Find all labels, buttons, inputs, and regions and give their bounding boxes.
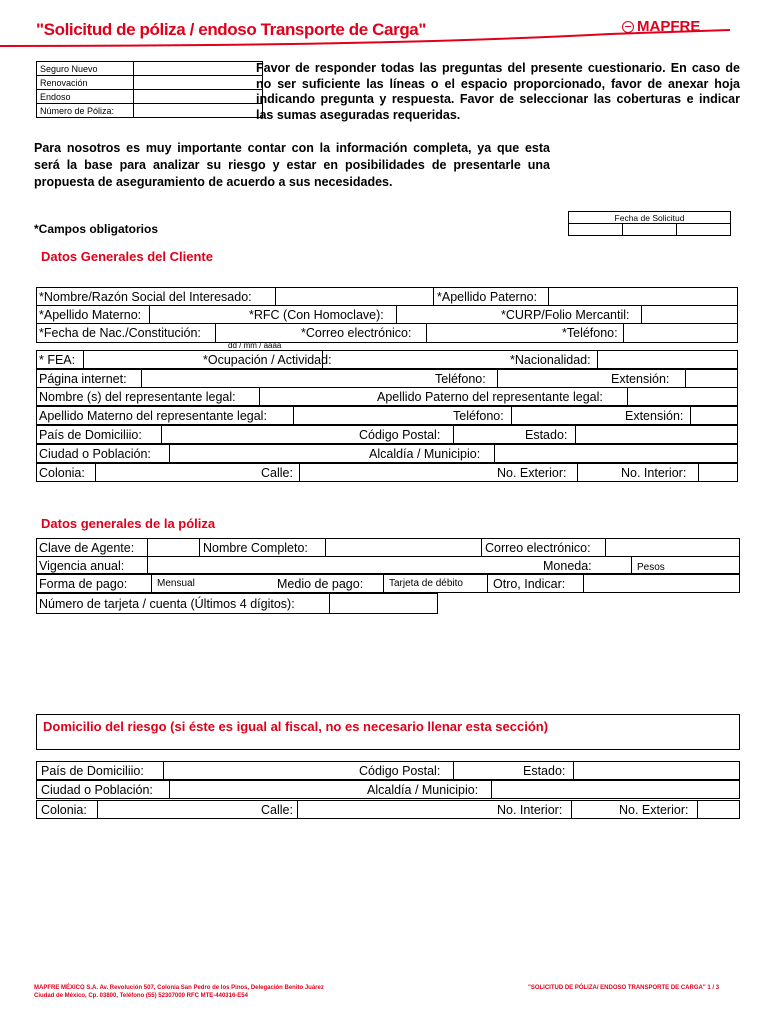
policy-row-4	[36, 593, 438, 614]
riesgo-calle-field[interactable]	[299, 801, 493, 818]
ocupacion-field[interactable]	[324, 351, 508, 368]
footer-address-line-2: Ciudad de México, Cp. 03800, Teléfono (55) 52307000 RFC MTE-440316-E54	[34, 993, 248, 999]
cp-label: Código Postal:	[359, 428, 441, 442]
correo-field[interactable]	[428, 324, 560, 342]
nombre-field[interactable]	[277, 288, 433, 305]
riesgo-alcaldia-field[interactable]	[493, 781, 741, 798]
riesgo-row-3	[36, 800, 740, 819]
no-ext-label: No. Exterior:	[497, 466, 567, 480]
client-row-5	[36, 369, 738, 388]
estado-field[interactable]	[577, 426, 739, 443]
estado-label: Estado:	[525, 428, 568, 442]
intro-text: Favor de responder todas las preguntas del presente cuestionario. En caso de no ser suficiente las líneas o el espacio proporcionado, favor de anexar hoja indicando pregunta y respuesta. Favor de seleccionar las coberturas e indicar las sumas aseguradas requeridas.	[256, 61, 740, 122]
telefono3-field[interactable]	[513, 407, 621, 424]
telefono-label: *Teléfono:	[562, 326, 618, 340]
telefono2-label: Teléfono:	[435, 372, 486, 386]
ocupacion-label: *Ocupación / Actividad:	[203, 353, 332, 367]
footer-address-line-1: MAPFRE MÉXICO S.A. Av. Revolución 507, Colonia San Pedro de los Pinos, Delegación Benito Juárez	[34, 985, 324, 991]
pagina-label: Página internet:	[39, 372, 127, 386]
endoso-label: Endoso	[37, 90, 134, 104]
nacionalidad-field[interactable]	[599, 351, 739, 368]
correo-label: *Correo electrónico:	[301, 326, 412, 340]
clave-agente-label: Clave de Agente:	[39, 541, 135, 555]
apellido-materno-field[interactable]	[151, 306, 247, 323]
policy-row-3	[36, 574, 740, 593]
riesgo-no-ext-label: No. Exterior:	[619, 803, 689, 817]
fecha-solicitud-label: Fecha de Solicitud	[569, 212, 731, 224]
rep-materno-field[interactable]	[295, 407, 447, 424]
riesgo-pais-label: País de Domiciliio:	[41, 764, 144, 778]
telefono-field[interactable]	[625, 324, 739, 342]
fea-field[interactable]	[85, 351, 201, 368]
medio-pago-value[interactable]: Tarjeta de débito	[389, 578, 463, 589]
riesgo-alcaldia-label: Alcaldía / Municipio:	[367, 783, 479, 797]
riesgo-colonia-label: Colonia:	[41, 803, 87, 817]
importance-text: Para nosotros es muy importante contar con la información completa, ya que esta será la base para analizar su riesgo y estar en posibilidades de presentarle una propuesta de aseguramiento de acuerdo a sus necesidades.	[34, 141, 550, 189]
nombre-completo-label: Nombre Completo:	[203, 541, 308, 555]
riesgo-cp-field[interactable]	[455, 762, 517, 779]
moneda-value[interactable]: Pesos	[637, 562, 665, 573]
seguro-nuevo-field[interactable]	[134, 62, 263, 76]
curp-label: *CURP/Folio Mercantil:	[501, 308, 630, 322]
pagina-field[interactable]	[143, 370, 429, 387]
mapfre-logo-text: MAPFRE	[637, 18, 701, 35]
client-row-3	[36, 323, 738, 343]
cp-field[interactable]	[455, 426, 521, 443]
nombre-completo-field[interactable]	[327, 539, 481, 556]
apellido-materno-label: *Apellido Materno:	[39, 308, 142, 322]
ciudad-label: Ciudad o Población:	[39, 447, 151, 461]
rep-materno-label: Apellido Materno del representante legal:	[39, 409, 267, 423]
numero-poliza-label: Número de Póliza:	[37, 104, 134, 118]
forma-pago-label: Forma de pago:	[39, 577, 128, 591]
colonia-field[interactable]	[97, 464, 257, 481]
client-row-2	[36, 305, 738, 324]
tarjeta-label: Número de tarjeta / cuenta (Últimos 4 dígitos):	[39, 597, 295, 611]
riesgo-calle-label: Calle:	[261, 803, 293, 817]
riesgo-estado-field[interactable]	[575, 762, 741, 779]
extension-label: Extensión:	[611, 372, 670, 386]
rep-paterno-label: Apellido Paterno del representante legal:	[377, 390, 603, 404]
rfc-label: *RFC (Con Homoclave):	[249, 308, 384, 322]
no-ext-field[interactable]	[579, 464, 617, 481]
extension2-field[interactable]	[692, 407, 739, 424]
numero-poliza-field[interactable]	[134, 104, 263, 118]
seguro-nuevo-label: Seguro Nuevo	[37, 62, 134, 76]
riesgo-section-title: Domicilio del riesgo (si éste es igual al fiscal, no es necesario llenar esta sección)	[43, 719, 549, 734]
pais-field[interactable]	[163, 426, 351, 443]
extension2-label: Extensión:	[625, 409, 684, 423]
riesgo-cp-label: Código Postal:	[359, 764, 441, 778]
riesgo-pais-field[interactable]	[165, 762, 351, 779]
fecha-nac-field[interactable]	[217, 324, 299, 342]
required-note: *Campos obligatorios	[34, 222, 159, 236]
medio-pago-label: Medio de pago:	[277, 577, 364, 591]
fecha-dia-field[interactable]	[569, 224, 623, 236]
renovacion-label: Renovación	[37, 76, 134, 90]
date-format-hint: dd / mm / aaaa	[228, 341, 282, 350]
alcaldia-label: Alcaldía / Municipio:	[369, 447, 481, 461]
vigencia-field[interactable]	[149, 557, 539, 573]
fecha-anio-field[interactable]	[677, 224, 731, 236]
curp-field[interactable]	[643, 306, 739, 323]
otro-label: Otro, Indicar:	[493, 577, 566, 591]
header-red-line	[0, 28, 768, 52]
document-title: "Solicitud de póliza / endoso Transporte de Carga"	[36, 20, 427, 39]
policy-section-title: Datos generales de la póliza	[41, 516, 216, 531]
apellido-paterno-field[interactable]	[550, 288, 739, 305]
riesgo-ciudad-label: Ciudad o Población:	[41, 783, 153, 797]
alcaldia-field[interactable]	[496, 445, 739, 462]
request-type-box	[36, 61, 263, 118]
client-row-7	[36, 406, 738, 425]
telefono3-label: Teléfono:	[453, 409, 504, 423]
telefono2-field[interactable]	[499, 370, 599, 387]
clave-agente-field[interactable]	[149, 539, 199, 556]
fecha-nac-label: *Fecha de Nac./Constitución:	[39, 326, 201, 340]
riesgo-no-int-field[interactable]	[573, 801, 615, 818]
riesgo-section-box	[36, 714, 740, 750]
ciudad-field[interactable]	[171, 445, 367, 462]
riesgo-row-2	[36, 780, 740, 799]
tarjeta-field[interactable]	[331, 594, 439, 613]
calle-field[interactable]	[301, 464, 493, 481]
rep-nombre-field[interactable]	[261, 388, 371, 405]
moneda-label: Moneda:	[543, 559, 592, 573]
calle-label: Calle:	[261, 466, 293, 480]
footer-page-info: "SOLICITUD DE PÓLIZA/ ENDOSO TRANSPORTE DE CARGA" 1 / 3	[528, 985, 720, 991]
rep-paterno-field[interactable]	[629, 388, 739, 405]
client-row-4	[36, 350, 738, 369]
rep-nombre-label: Nombre (s) del representante legal:	[39, 390, 236, 404]
client-row-1	[36, 287, 738, 306]
riesgo-no-int-label: No. Interior:	[497, 803, 563, 817]
footer-address	[34, 984, 324, 1000]
fecha-mes-field[interactable]	[623, 224, 677, 236]
riesgo-row-1	[36, 761, 740, 780]
vigencia-label: Vigencia anual:	[39, 559, 125, 573]
policy-row-2	[36, 556, 740, 574]
policy-row-1	[36, 538, 740, 557]
no-int-label: No. Interior:	[621, 466, 687, 480]
riesgo-estado-label: Estado:	[523, 764, 566, 778]
nombre-label: *Nombre/Razón Social del Interesado:	[39, 290, 252, 304]
client-row-6	[36, 387, 738, 406]
otro-field[interactable]	[585, 575, 741, 592]
riesgo-ciudad-field[interactable]	[171, 781, 363, 798]
fecha-solicitud-box	[568, 211, 731, 236]
renovacion-field[interactable]	[134, 76, 263, 90]
nacionalidad-label: *Nacionalidad:	[510, 353, 591, 367]
forma-pago-value[interactable]: Mensual	[157, 578, 195, 589]
rfc-field[interactable]	[398, 306, 499, 323]
colonia-label: Colonia:	[39, 466, 85, 480]
fea-label: * FEA:	[39, 353, 76, 367]
correo-poliza-field[interactable]	[607, 539, 741, 556]
correo-poliza-label: Correo electrónico:	[485, 541, 591, 555]
extension-field[interactable]	[687, 370, 739, 387]
client-section-title: Datos Generales del Cliente	[41, 249, 213, 264]
pais-label: País de Domiciliio:	[39, 428, 142, 442]
riesgo-no-ext-field[interactable]	[699, 801, 741, 818]
apellido-paterno-label: *Apellido Paterno:	[437, 290, 538, 304]
riesgo-colonia-field[interactable]	[99, 801, 257, 818]
client-row-10	[36, 463, 738, 482]
client-row-8	[36, 425, 738, 444]
client-row-9	[36, 444, 738, 463]
endoso-field[interactable]	[134, 90, 263, 104]
no-int-field[interactable]	[700, 464, 739, 481]
